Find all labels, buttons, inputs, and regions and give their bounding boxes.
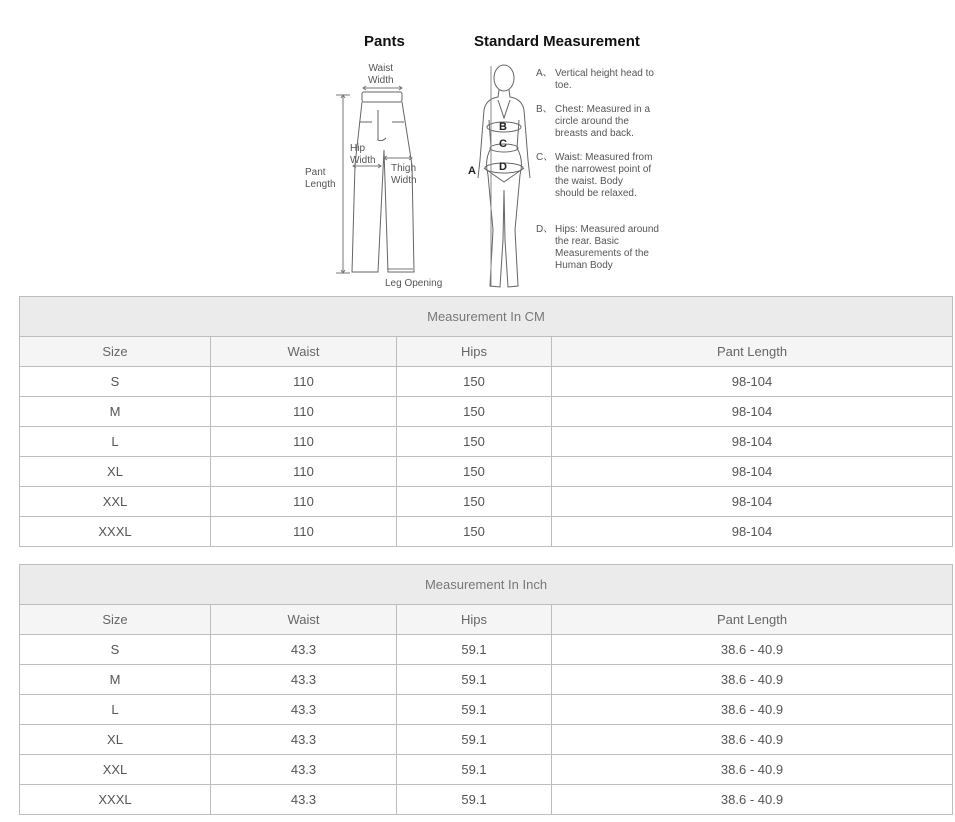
size-cell: XXL <box>20 755 211 785</box>
thigh-width-label: Thigh Width <box>391 163 417 186</box>
table-row <box>20 665 953 695</box>
size-cell: XL <box>20 725 211 755</box>
waist-cell: 43.3 <box>211 725 397 755</box>
cm-size-table <box>19 296 953 547</box>
hips-cell: 59.1 <box>397 785 552 815</box>
waist-cell: 43.3 <box>211 755 397 785</box>
table-row <box>20 427 953 457</box>
body-letter-c: C <box>499 138 507 150</box>
body-letter-a: A <box>468 165 476 177</box>
pant-length-cell: 38.6 - 40.9 <box>552 755 953 785</box>
measurement-figure: Pants Standard Measurement Waist Width Hip Width Thigh Width Pant Length Leg Opening B C D A A、 Vertical height head to toe. B、 Chest: Measured in a circle around the breasts and back. C、 Waist: Measured from the narrowest point of the waist. Body should be relaxed. D、 Hips: Measured around the rear. Basic Measurements of the Human Body <box>0 0 955 295</box>
pant-length-cell: 98-104 <box>552 457 953 487</box>
pant-length-cell: 98-104 <box>552 487 953 517</box>
hips-cell: 59.1 <box>397 665 552 695</box>
body-letter-b: B <box>499 121 507 133</box>
size-cell: L <box>20 695 211 725</box>
pant-length-label: Pant Length <box>305 167 336 190</box>
hips-cell: 59.1 <box>397 725 552 755</box>
hips-cell: 150 <box>397 517 552 547</box>
waist-cell: 110 <box>211 487 397 517</box>
hip-width-label: Hip Width <box>350 143 376 166</box>
size-cell: M <box>20 397 211 427</box>
waist-cell: 43.3 <box>211 785 397 815</box>
header-hips: Hips <box>397 605 552 635</box>
size-cell: XXL <box>20 487 211 517</box>
pant-length-cell: 38.6 - 40.9 <box>552 635 953 665</box>
table-row <box>20 367 953 397</box>
size-cell: S <box>20 635 211 665</box>
waist-cell: 110 <box>211 367 397 397</box>
header-waist: Waist <box>211 337 397 367</box>
body-letter-d: D <box>499 161 507 173</box>
table-row <box>20 457 953 487</box>
hips-cell: 59.1 <box>397 635 552 665</box>
table-row <box>20 517 953 547</box>
waist-cell: 110 <box>211 517 397 547</box>
human-body-icon <box>478 65 530 287</box>
waist-cell: 43.3 <box>211 635 397 665</box>
table-row <box>20 695 953 725</box>
waist-cell: 43.3 <box>211 665 397 695</box>
inch-size-table <box>19 564 953 815</box>
leg-opening-label: Leg Opening <box>385 278 443 289</box>
pant-length-cell: 38.6 - 40.9 <box>552 725 953 755</box>
header-pant-length: Pant Length <box>552 337 953 367</box>
table-row <box>20 397 953 427</box>
pant-length-cell: 98-104 <box>552 397 953 427</box>
table-row <box>20 635 953 665</box>
header-hips: Hips <box>397 337 552 367</box>
hips-cell: 150 <box>397 397 552 427</box>
header-size: Size <box>20 337 211 367</box>
hips-cell: 59.1 <box>397 695 552 725</box>
waist-cell: 110 <box>211 457 397 487</box>
waist-cell: 43.3 <box>211 695 397 725</box>
size-cell: XXXL <box>20 785 211 815</box>
pant-length-cell: 38.6 - 40.9 <box>552 695 953 725</box>
pant-length-cell: 98-104 <box>552 427 953 457</box>
pant-length-cell: 38.6 - 40.9 <box>552 665 953 695</box>
waist-cell: 110 <box>211 427 397 457</box>
header-waist: Waist <box>211 605 397 635</box>
inch-table-caption: Measurement In Inch <box>20 565 953 605</box>
waist-cell: 110 <box>211 397 397 427</box>
size-cell: S <box>20 367 211 397</box>
pants-title: Pants <box>364 33 405 50</box>
table-row <box>20 755 953 785</box>
table-row <box>20 785 953 815</box>
cm-table-caption: Measurement In CM <box>20 297 953 337</box>
header-pant-length: Pant Length <box>552 605 953 635</box>
hips-cell: 150 <box>397 487 552 517</box>
pant-length-cell: 98-104 <box>552 517 953 547</box>
table-row <box>20 725 953 755</box>
size-cell: L <box>20 427 211 457</box>
table-row <box>20 487 953 517</box>
hips-cell: 150 <box>397 457 552 487</box>
waist-width-label: Waist Width <box>368 63 394 86</box>
pant-length-cell: 38.6 - 40.9 <box>552 785 953 815</box>
hips-cell: 59.1 <box>397 755 552 785</box>
standard-measurement-title: Standard Measurement <box>474 33 640 50</box>
size-cell: XL <box>20 457 211 487</box>
header-size: Size <box>20 605 211 635</box>
hips-cell: 150 <box>397 427 552 457</box>
pant-length-cell: 98-104 <box>552 367 953 397</box>
size-cell: XXXL <box>20 517 211 547</box>
size-cell: M <box>20 665 211 695</box>
hips-cell: 150 <box>397 367 552 397</box>
